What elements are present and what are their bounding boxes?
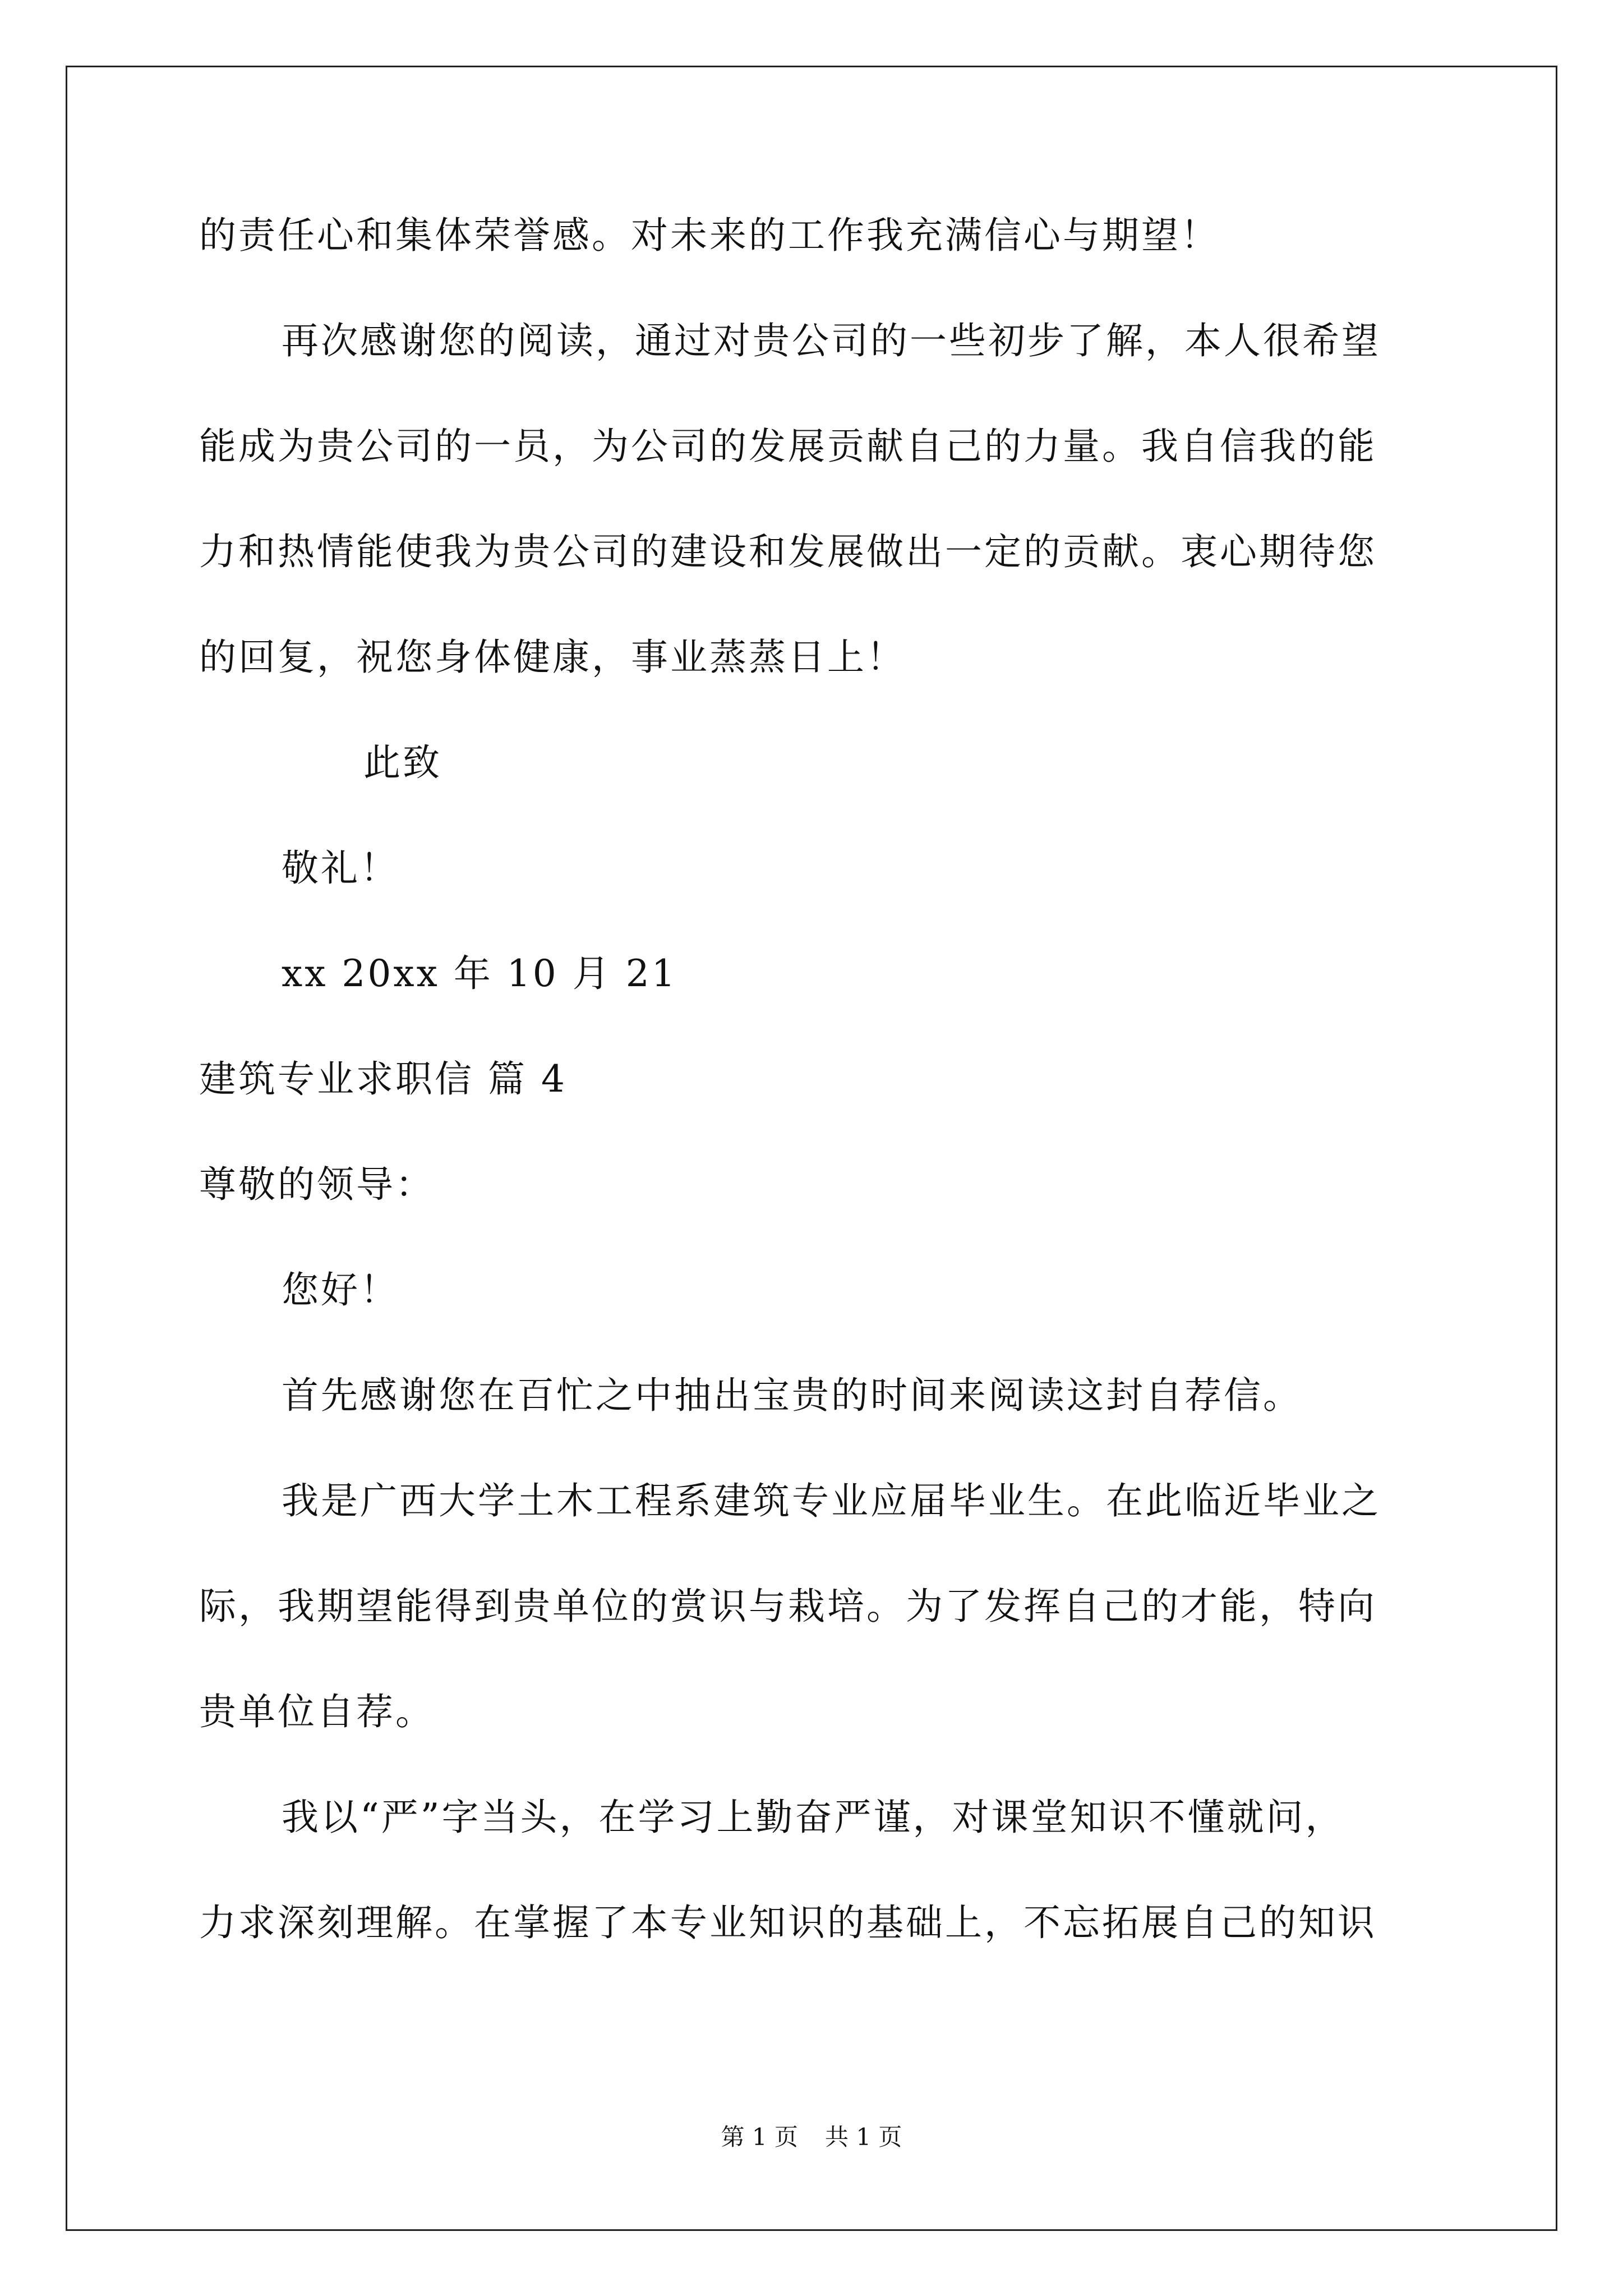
page-number: 第 1 页: [721, 2123, 798, 2151]
body-line: 我以“严”字当头，在学习上勤奋严谨，对课堂知识不懂就问，: [282, 1796, 1345, 1839]
section-title: 建筑专业求职信 篇 4: [199, 1057, 567, 1101]
closing-phrase: 此致: [363, 741, 442, 784]
greeting-hello: 您好！: [282, 1268, 399, 1312]
body-line: 的责任心和集体荣誉感。对未来的工作我充满信心与期望！: [199, 214, 1220, 257]
body-line: 力和热情能使我为贵公司的建设和发展做出一定的贡献。衷心期待您: [199, 530, 1377, 573]
greeting: 尊敬的领导：: [199, 1163, 435, 1206]
salutation-closing: 敬礼！: [282, 846, 399, 890]
body-line: 际，我期望能得到贵单位的赏识与栽培。为了发挥自己的才能，特向: [199, 1585, 1377, 1628]
body-line: 贵单位自荐。: [199, 1690, 435, 1733]
page-count: 共 1 页: [825, 2123, 902, 2151]
signature-date: xx 20xx 年 10 月 21: [282, 952, 677, 995]
page-footer: [0, 2123, 1623, 2151]
body-line: 我是广西大学土木工程系建筑专业应届毕业生。在此临近毕业之: [282, 1479, 1381, 1522]
body-line: 能成为贵公司的一员，为公司的发展贡献自己的力量。我自信我的能: [199, 425, 1377, 468]
body-line: 力求深刻理解。在掌握了本专业知识的基础上，不忘拓展自己的知识: [199, 1901, 1377, 1944]
body-line: 的回复，祝您身体健康，事业蒸蒸日上！: [199, 636, 906, 679]
body-line: 再次感谢您的阅读，通过对贵公司的一些初步了解，本人很希望: [282, 319, 1381, 362]
body-line: 首先感谢您在百忙之中抽出宝贵的时间来阅读这封自荐信。: [282, 1374, 1302, 1417]
